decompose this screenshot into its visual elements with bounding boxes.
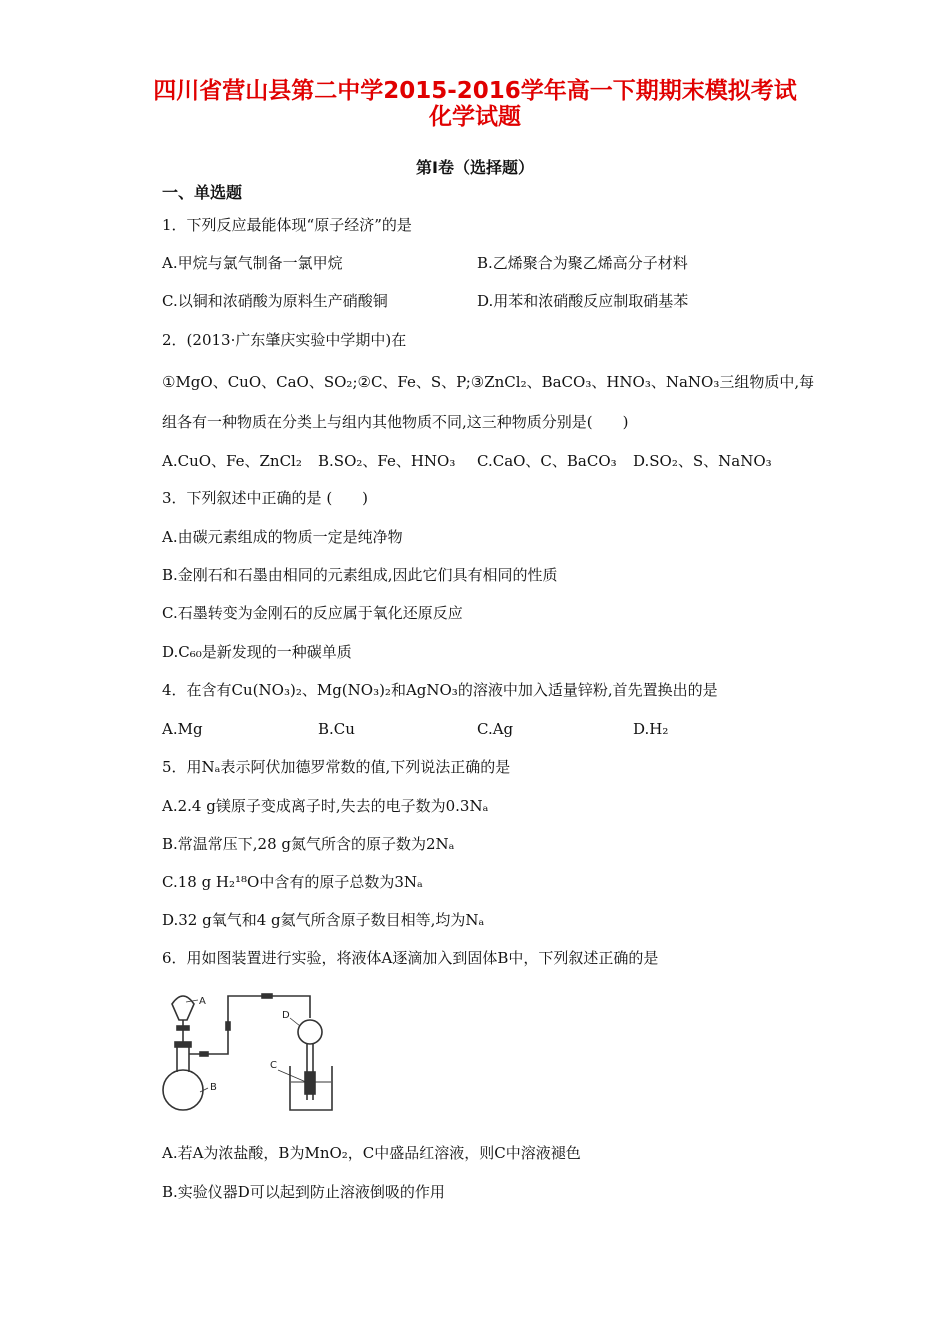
label-c: C — [270, 1060, 277, 1071]
exam-title-line2: 化学试题 — [429, 104, 521, 130]
question-3-option-b: B.金刚石和石墨由相同的元素组成,因此它们具有相同的性质 — [162, 566, 558, 584]
question-5-option-d: D.32 g氧气和4 g氦气所含原子数目相等,均为Nₐ — [162, 911, 485, 929]
question-1-option-a: A.甲烷与氯气制备一氯甲烷 — [162, 254, 343, 272]
label-a: A — [199, 996, 206, 1007]
separatory-funnel-a — [172, 996, 194, 1020]
label-d: D — [282, 1010, 290, 1021]
question-3-option-a: A.由碳元素组成的物质一定是纯净物 — [162, 528, 403, 546]
question-1-stem: 1．下列反应最能体现“原子经济”的是 — [162, 216, 412, 234]
question-1-option-b: B.乙烯聚合为聚乙烯高分子材料 — [477, 254, 688, 272]
question-1-option-c: C.以铜和浓硝酸为原料生产硝酸铜 — [162, 292, 388, 310]
question-5-stem: 5．用Nₐ表示阿伏加德罗常数的值,下列说法正确的是 — [162, 758, 511, 776]
section-title: 第Ⅰ卷（选择题） — [416, 158, 534, 177]
question-3-option-c: C.石墨转变为金刚石的反应属于氧化还原反应 — [162, 604, 463, 622]
question-6-option-b: B.实验仪器D可以起到防止溶液倒吸的作用 — [162, 1183, 445, 1201]
question-4-option-a: A.Mg — [162, 720, 203, 738]
question-5-option-b: B.常温常压下,28 g氮气所含的原子数为2Nₐ — [162, 835, 455, 853]
bulb-d — [298, 1020, 322, 1044]
exam-title-line1: 四川省营山县第二中学2015-2016学年高一下期期末模拟考试 — [153, 78, 797, 104]
question-2-option-a: A.CuO、Fe、ZnCl₂ — [162, 452, 302, 470]
question-4-option-b: B.Cu — [318, 720, 355, 738]
question-3-option-d: D.C₆₀是新发现的一种碳单质 — [162, 643, 352, 661]
flask-b — [163, 1070, 203, 1110]
question-2-option-c: C.CaO、C、BaCO₃ — [477, 452, 617, 470]
question-2-option-b: B.SO₂、Fe、HNO₃ — [318, 452, 456, 470]
apparatus-figure — [150, 982, 350, 1114]
question-6-option-a: A.若A为浓盐酸，B为MnO₂，C中盛品红溶液，则C中溶液褪色 — [162, 1144, 581, 1162]
question-2-option-d: D.SO₂、S、NaNO₃ — [633, 452, 772, 470]
question-2-stem-line3: 组各有一种物质在分类上与组内其他物质不同,这三种物质分别是( ) — [162, 413, 629, 431]
question-6-stem: 6．用如图装置进行实验，将液体A逐滴加入到固体B中，下列叙述正确的是 — [162, 949, 659, 967]
question-5-option-c: C.18 g H₂¹⁸O中含有的原子总数为3Nₐ — [162, 873, 423, 891]
question-4-stem: 4．在含有Cu(NO₃)₂、Mg(NO₃)₂和AgNO₃的溶液中加入适量锌粉,首先置换出的是 — [162, 681, 718, 699]
question-2-stem: 2．(2013·广东肇庆实验中学期中)在 — [162, 331, 407, 349]
question-2-stem-line2: ①MgO、CuO、CaO、SO₂;②C、Fe、S、P;③ZnCl₂、BaCO₃、HNO₃、NaNO₃三组物质中,每 — [162, 373, 815, 391]
question-4-option-d: D.H₂ — [633, 720, 669, 738]
question-1-option-d: D.用苯和浓硝酸反应制取硝基苯 — [477, 292, 689, 310]
question-4-option-c: C.Ag — [477, 720, 514, 738]
question-3-stem: 3．下列叙述中正确的是 ( ) — [162, 489, 369, 507]
subsection-title: 一、单选题 — [162, 183, 243, 202]
label-b: B — [210, 1082, 217, 1093]
question-5-option-a: A.2.4 g镁原子变成离子时,失去的电子数为0.3Nₐ — [162, 797, 489, 815]
